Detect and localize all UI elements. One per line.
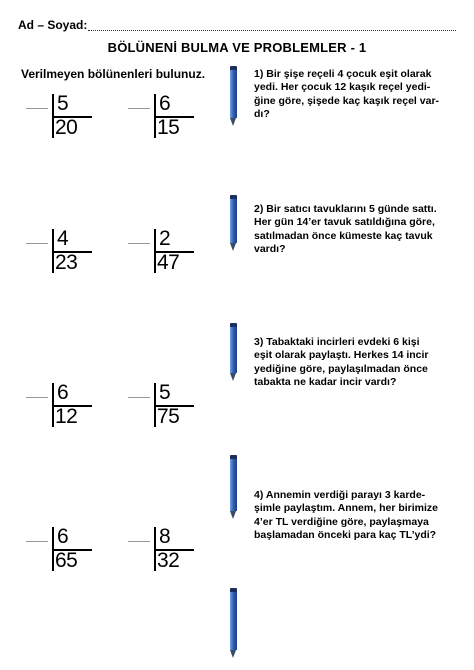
divisor: 6 xyxy=(159,92,171,115)
quotient: 32 xyxy=(157,549,180,572)
problem-line: 1) Bir şişe reçeli 4 çocuk eşit olarak xyxy=(254,68,432,80)
divisor: 6 xyxy=(57,381,69,404)
answer-blank[interactable] xyxy=(26,243,48,244)
pencil-icon xyxy=(230,588,237,658)
word-problem-2 xyxy=(254,203,462,257)
pencil-icon xyxy=(230,455,237,519)
answer-blank[interactable] xyxy=(128,541,150,542)
problem-line: satılmadan önce kümeste kaç tavuk xyxy=(254,229,433,242)
problem-line: 4) Annemin verdiği parayı 3 karde- xyxy=(254,489,426,501)
name-fill-line[interactable] xyxy=(88,30,456,31)
problem-line: başlamadan önceki para kaç TL’ydi? xyxy=(254,529,437,542)
instruction-text: Verilmeyen bölünenleri bulunuz. xyxy=(21,67,206,81)
problem-line: vardı? xyxy=(254,243,286,256)
divisor: 2 xyxy=(159,227,171,250)
quotient: 20 xyxy=(55,116,78,139)
word-problem-3 xyxy=(254,336,462,390)
problem-line: yedi. Her çocuk 12 kaşık reçel yedi- xyxy=(254,81,431,94)
pencil-icon xyxy=(230,323,237,381)
problem-line: Her gün 14’er tavuk satıldığına göre, xyxy=(254,216,435,229)
answer-blank[interactable] xyxy=(128,397,150,398)
divisor: 5 xyxy=(57,92,69,115)
quotient: 75 xyxy=(157,405,180,428)
answer-blank[interactable] xyxy=(26,541,48,542)
worksheet-title: BÖLÜNENİ BULMA VE PROBLEMLER - 1 xyxy=(107,40,367,55)
division-exercise-4 xyxy=(128,229,202,277)
division-exercise-5 xyxy=(26,383,100,431)
division-exercise-2 xyxy=(128,94,202,142)
word-problem-4 xyxy=(254,489,462,543)
pencil-icon xyxy=(230,66,237,126)
answer-blank[interactable] xyxy=(26,108,48,109)
problem-line: tabakta ne kadar incir vardı? xyxy=(254,376,397,389)
quotient: 23 xyxy=(55,251,78,274)
answer-blank[interactable] xyxy=(26,397,48,398)
pencil-icon xyxy=(230,195,237,251)
problem-line: eşit olarak paylaştı. Herkes 14 incir xyxy=(254,349,429,362)
word-problem-1 xyxy=(254,68,462,122)
division-exercise-1 xyxy=(26,94,100,142)
quotient: 65 xyxy=(55,549,78,572)
divisor: 8 xyxy=(159,525,171,548)
division-exercise-6 xyxy=(128,383,202,431)
problem-line: ğine göre, şişede kaç kaşık reçel var- xyxy=(254,94,440,107)
problem-line: 3) Tabaktaki incirleri evdeki 6 kişi xyxy=(254,336,420,348)
divisor: 4 xyxy=(57,227,69,250)
problem-line: dı? xyxy=(254,108,270,121)
name-row xyxy=(18,18,458,34)
problem-line: 2) Bir satıcı tavuklarını 5 günde sattı. xyxy=(254,203,437,215)
division-exercise-3 xyxy=(26,229,100,277)
quotient: 47 xyxy=(157,251,180,274)
problem-line: şimle paylaştım. Annem, her birimize xyxy=(254,502,439,515)
problem-line: 4’er TL verdiğine göre, paylaşmaya xyxy=(254,515,429,528)
problem-line: yediğine göre, paylaşılmadan önce xyxy=(254,362,428,375)
divisor: 5 xyxy=(159,381,171,404)
name-label: Ad – Soyad: xyxy=(18,18,88,32)
division-exercise-7 xyxy=(26,527,100,575)
division-exercise-8 xyxy=(128,527,202,575)
quotient: 12 xyxy=(55,405,78,428)
answer-blank[interactable] xyxy=(128,108,150,109)
quotient: 15 xyxy=(157,116,180,139)
answer-blank[interactable] xyxy=(128,243,150,244)
divisor: 6 xyxy=(57,525,69,548)
